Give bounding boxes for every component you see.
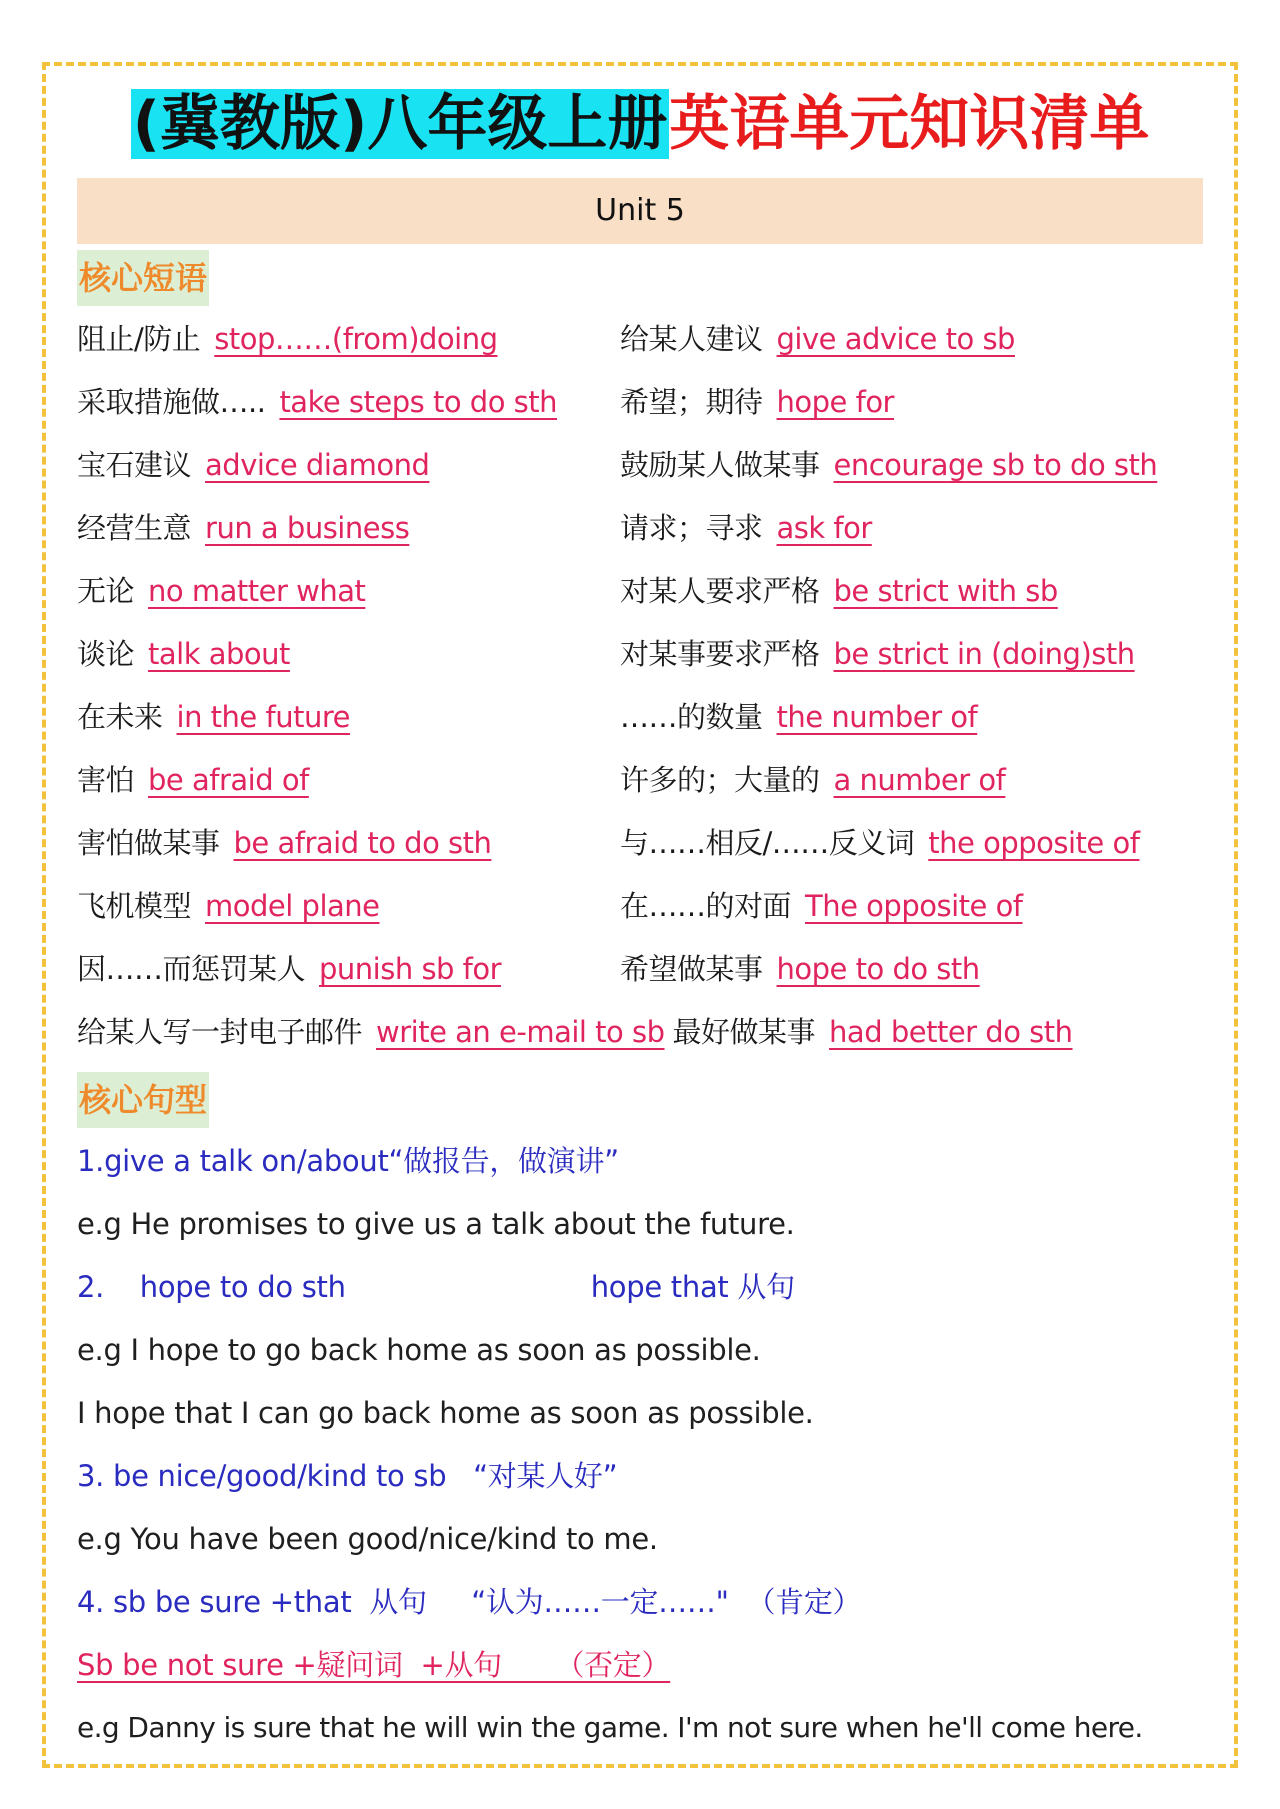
phrase-en: no matter what [148,574,366,608]
title-highlight: (冀教版)八年级上册 [132,89,668,159]
phrase-en: give advice to sb [776,322,1015,356]
phrase-zh: 给某人建议 [620,322,763,356]
phrase-row-left [77,441,437,489]
phrase-en: model plane [205,889,380,923]
phrase-en: be afraid of [148,763,309,797]
phrase-zh: 害怕 [77,763,135,797]
phrase-zh: 希望；期待 [620,385,763,419]
phrase-zh: 飞机模型 [77,889,192,923]
phrase-zh: 阻止/防止 [77,322,201,356]
phrase-row-left [77,882,388,930]
example-sentence: e.g You have been good/nice/kind to me. [77,1522,658,1556]
section-label-phrases: 核心短语 [77,250,209,306]
phrase-row-right [620,819,1139,867]
phrase-row-left [77,567,373,615]
phrase-row-right [620,756,1005,804]
phrase-en: encourage sb to do sth [833,448,1158,482]
phrase-en: run a business [205,511,410,545]
phrase-zh: 在……的对面 [620,889,792,923]
phrase-zh: 因……而惩罚某人 [77,952,306,986]
phrase-zh: 在未来 [77,700,163,734]
phrase-zh: 无论 [77,574,135,608]
phrase-en: write an e-mail to sb [376,1015,665,1049]
phrase-row-left [77,378,557,426]
phrase-zh: 鼓励某人做某事 [620,448,820,482]
phrase-zh: 许多的；大量的 [620,763,820,797]
sentence-pattern-3: 3. be nice/good/kind to sb “对某人好” [77,1459,618,1493]
phrase-zh: 对某事要求严格 [620,637,820,671]
phrase-en: in the future [176,700,350,734]
phrase-en: the number of [776,700,978,734]
phrase-en: ask for [776,511,872,545]
phrase-row-left [77,315,506,363]
phrase-zh: 宝石建议 [77,448,192,482]
example-sentence: e.g I hope to go back home as soon as possible. [77,1333,761,1367]
phrase-en: a number of [833,763,1006,797]
example-sentence: I hope that I can go back home as soon as possible. [77,1396,814,1430]
phrase-row-right [620,945,980,993]
pattern-2a: 2. hope to do sth [77,1270,346,1304]
phrase-row-right [620,315,1015,363]
example-sentence: e.g Danny is sure that he will win the game. I'm not sure when he'll come here. [77,1711,1143,1744]
phrase-row-right [620,441,1157,489]
example-sentence: e.g He promises to give us a talk about the future. [77,1207,795,1241]
phrase-row-left [77,630,298,678]
phrase-en: hope to do sth [776,952,980,986]
phrase-en: be strict in (doing)sth [833,637,1135,671]
phrase-en: be afraid to do sth [233,826,492,860]
phrase-en: had better do sth [829,1015,1073,1049]
phrase-en: The opposite of [805,889,1023,923]
phrase-row-right [620,504,872,552]
phrase-row-right [620,630,1135,678]
phrase-zh: 对某人要求严格 [620,574,820,608]
phrase-en: hope for [776,385,894,419]
phrase-zh: 害怕做某事 [77,826,220,860]
phrase-zh: 希望做某事 [620,952,763,986]
phrase-en: be strict with sb [833,574,1058,608]
phrase-en: advice diamond [205,448,430,482]
title-red: 英语单元知识清单 [669,89,1150,159]
phrase-zh: 最好做某事 [672,1015,816,1049]
phrase-row-right [620,882,1023,930]
phrase-en: take steps to do sth [279,385,558,419]
phrase-row-left [77,693,358,741]
page-title [0,76,1280,172]
phrase-row-left [77,504,417,552]
unit-header: Unit 5 [77,178,1203,244]
phrase-en: punish sb for [319,952,502,986]
phrase-en: talk about [148,637,290,671]
sentence-pattern-4: 4. sb be sure +that 从句 “认为……一定……" （肯定） [77,1585,862,1619]
pattern-2b: hope that 从句 [590,1270,795,1304]
sentence-pattern-2 [77,1262,795,1312]
phrase-en: the opposite of [928,826,1140,860]
phrase-row-right [620,567,1058,615]
phrase-zh: 请求；寻求 [620,511,763,545]
phrase-en: stop……(from)doing [214,322,498,356]
phrase-row-left [77,819,499,867]
section-label-sentences: 核心句型 [77,1072,209,1128]
phrase-row-left [77,756,317,804]
phrase-row-left [77,945,501,993]
phrase-zh: 谈论 [77,637,135,671]
phrase-zh: ……的数量 [620,700,763,734]
phrase-row-right [620,378,894,426]
sentence-pattern-4-negative: Sb be not sure +疑问词 +从句 （否定） [77,1648,671,1682]
phrase-zh: 经营生意 [77,511,192,545]
phrase-zh: 给某人写一封电子邮件 [77,1015,363,1049]
sentence-pattern-1: 1.give a talk on/about“做报告，做演讲” [77,1144,619,1178]
phrase-zh: 与……相反/……反义词 [620,826,915,860]
phrase-row-full [77,1008,1073,1056]
phrase-row-right [620,693,977,741]
phrase-zh: 采取措施做….. [77,385,266,419]
